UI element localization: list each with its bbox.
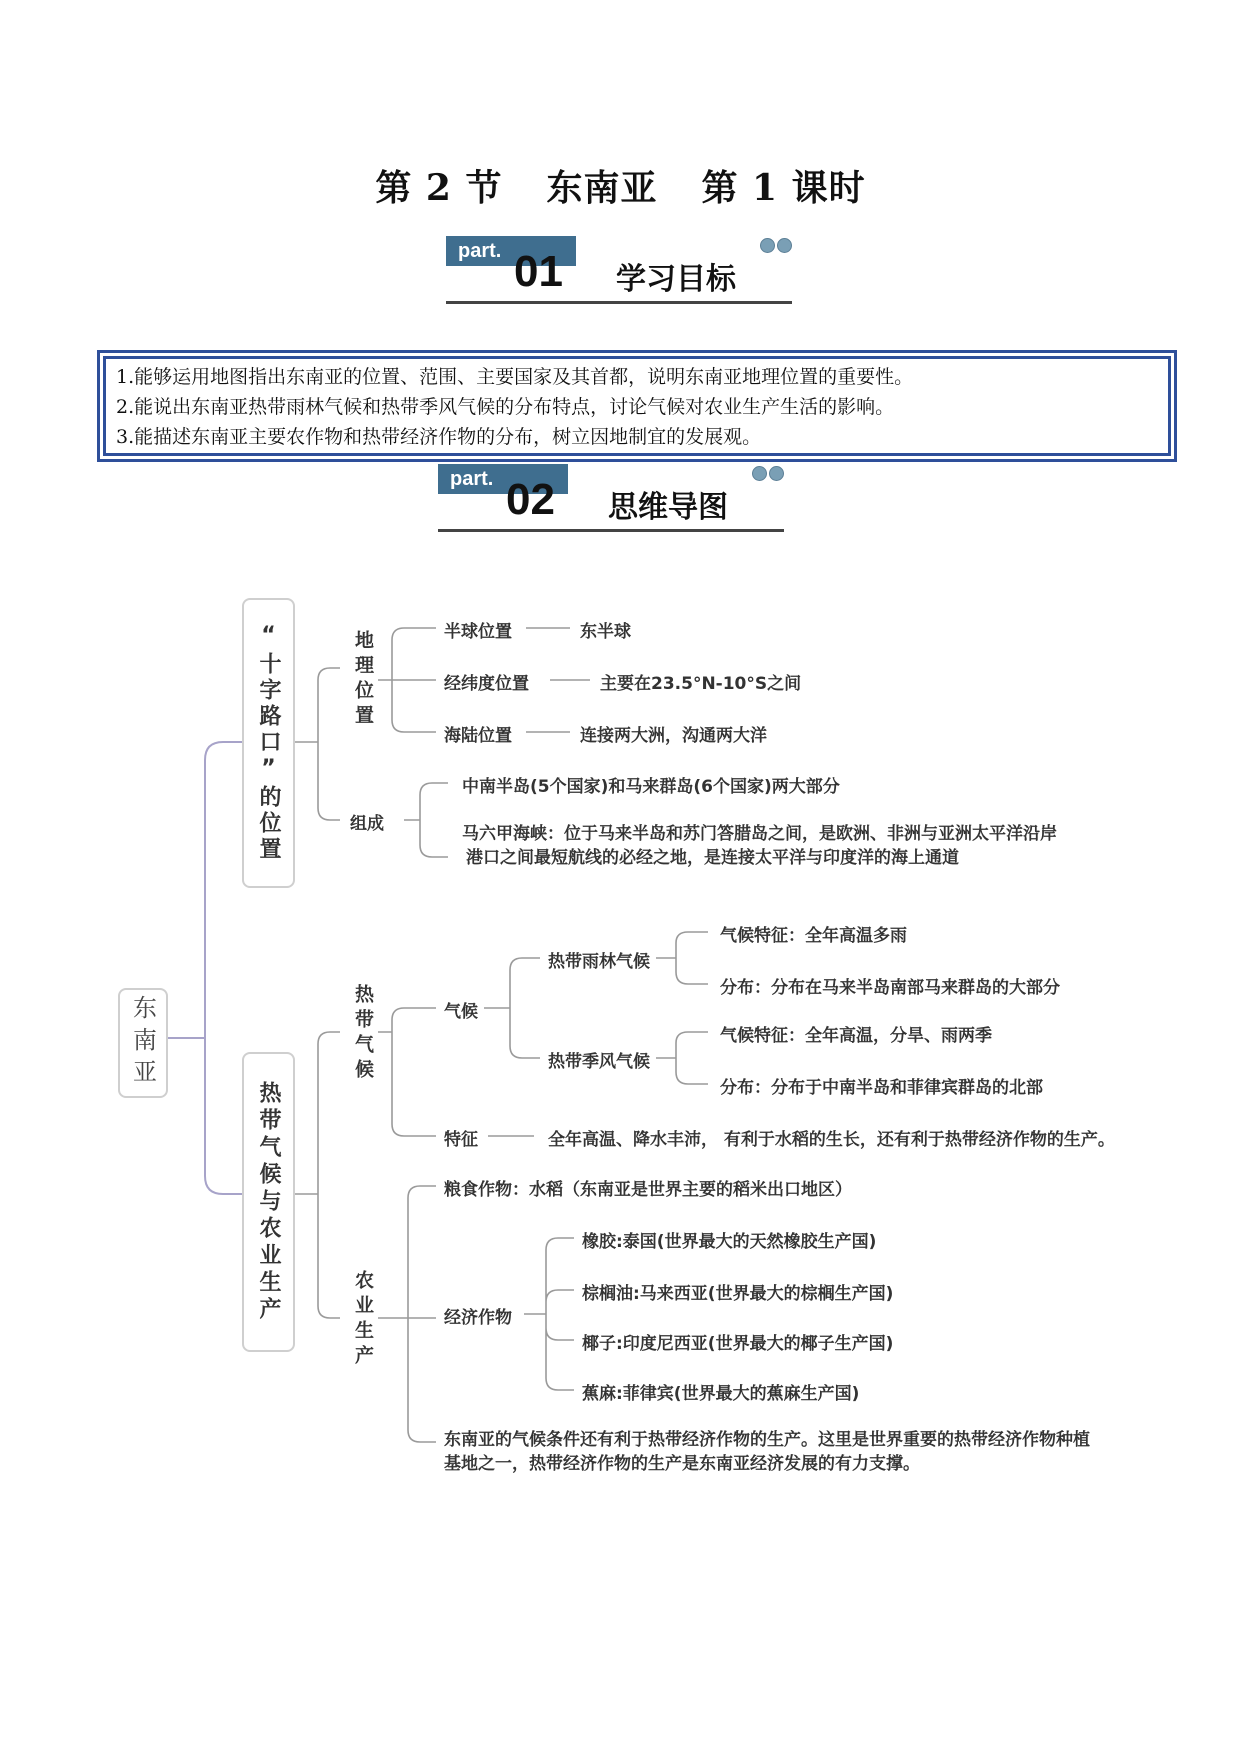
malacca-line: 港口之间最短航线的必经之地，是连接太平洋与印度洋的海上通道	[466, 848, 959, 868]
cash-crops-node: 经济作物	[444, 1308, 512, 1328]
composition-item: 中南半岛(5个国家)和马来群岛(6个国家)两大部分	[462, 777, 840, 797]
summary-line: 东南亚的气候条件还有利于热带经济作物的生产。这里是世界重要的热带经济作物种植	[444, 1430, 1090, 1450]
crop-item: 棕榈油:马来西亚(世界最大的棕榈生产国)	[582, 1284, 894, 1304]
objective-item: 3.能描述东南亚主要农作物和热带经济作物的分布，树立因地制宜的发展观。	[116, 426, 762, 448]
objective-item: 2.能说出东南亚热带雨林气候和热带季风气候的分布特点，讨论气候对农业生产生活的影响。	[116, 396, 895, 418]
branch-climate-agri-node	[242, 1052, 295, 1352]
feature-label: 特征	[444, 1130, 478, 1150]
branch-climate-agri-label: 热带气候与农业生产	[256, 1080, 281, 1324]
title-section: 第 2 节	[375, 167, 503, 209]
crop-item: 蕉麻:菲律宾(世界最大的蕉麻生产国)	[582, 1384, 860, 1404]
part-number: 01	[514, 247, 563, 296]
title-lesson: 第 1 课时	[701, 167, 866, 209]
branch-location-label: “十字路口”的位置	[256, 623, 281, 863]
feature-value: 全年高温、降水丰沛， 有利于水稻的生长，还有利于热带经济作物的生产。	[548, 1130, 1115, 1150]
summary-line: 基地之一，热带经济作物的生产是东南亚经济发展的有力支撑。	[444, 1454, 920, 1474]
root-label: 东南亚	[128, 995, 157, 1091]
hemisphere-value: 东半球	[580, 622, 631, 642]
monsoon-distribution: 分布：分布于中南半岛和菲律宾群岛的北部	[720, 1078, 1043, 1098]
latlon-value: 主要在23.5°N-10°S之间	[600, 674, 802, 694]
rainforest-node: 热带雨林气候	[548, 952, 650, 972]
part-number: 02	[506, 475, 555, 524]
monsoon-feature: 气候特征：全年高温，分旱、雨两季	[720, 1026, 992, 1046]
branch-location-node	[242, 598, 295, 888]
crop-item: 椰子:印度尼西亚(世界最大的椰子生产国)	[582, 1334, 894, 1354]
objective-item: 1.能够运用地图指出东南亚的位置、范围、主要国家及其首都，说明东南亚地理位置的重要性。	[116, 366, 914, 388]
hot-climate-node: 热带气候	[352, 984, 374, 1084]
hemisphere-label: 半球位置	[444, 622, 512, 642]
agriculture-node: 农业生产	[352, 1270, 374, 1370]
part-label: 思维导图	[608, 490, 728, 525]
malacca-line: 马六甲海峡：位于马来半岛和苏门答腊岛之间，是欧洲、非洲与亚洲太平洋沿岸	[462, 824, 1057, 844]
part-badge: part.	[446, 236, 576, 266]
grain-crop: 粮食作物：水稻（东南亚是世界主要的稻米出口地区）	[444, 1180, 852, 1200]
monsoon-node: 热带季风气候	[548, 1052, 650, 1072]
latlon-label: 经纬度位置	[444, 674, 529, 694]
part-label: 学习目标	[616, 262, 736, 297]
composition-item-malacca	[462, 822, 1057, 870]
geo-position-node: 地理位置	[352, 630, 374, 730]
climate-node: 气候	[444, 1002, 478, 1022]
root-node	[118, 988, 168, 1098]
landsea-value: 连接两大洲，沟通两大洋	[580, 726, 767, 746]
agriculture-summary	[444, 1428, 1090, 1476]
crop-item: 橡胶:泰国(世界最大的天然橡胶生产国)	[582, 1232, 877, 1252]
part-badge: part.	[438, 464, 568, 494]
rainforest-distribution: 分布：分布在马来半岛南部马来群岛的大部分	[720, 978, 1060, 998]
rainforest-feature: 气候特征：全年高温多雨	[720, 926, 907, 946]
composition-node: 组成	[350, 814, 384, 834]
landsea-label: 海陆位置	[444, 726, 512, 746]
title-topic: 东南亚	[546, 167, 658, 209]
